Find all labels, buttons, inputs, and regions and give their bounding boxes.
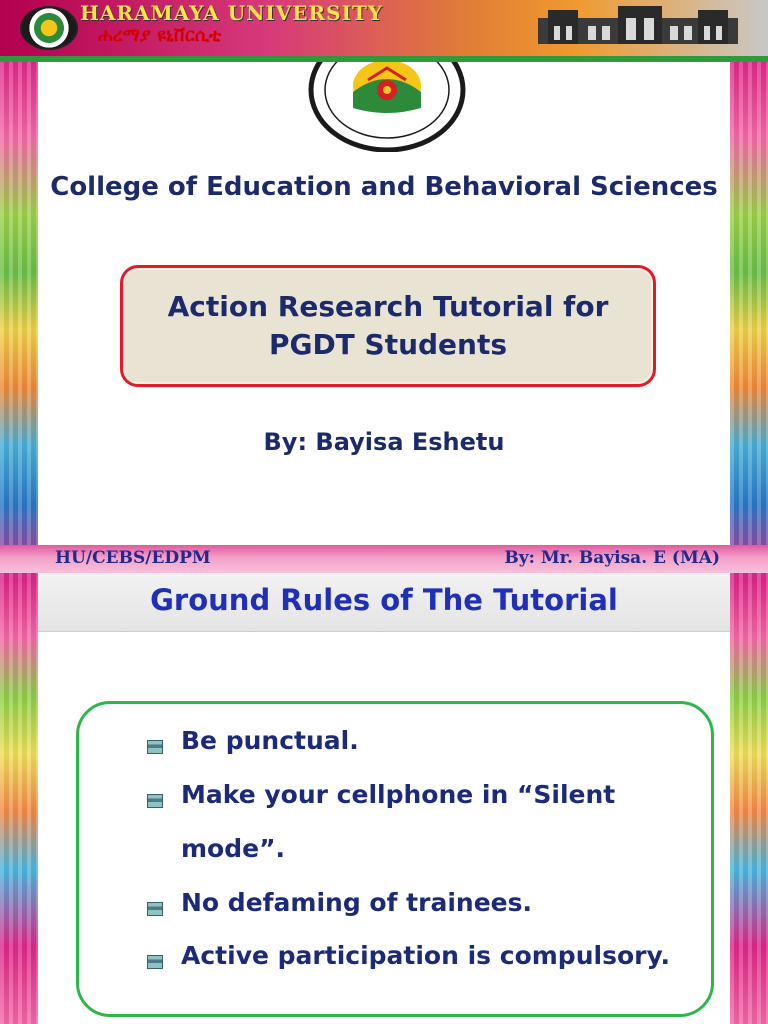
author-byline: By: Bayisa Eshetu [263,428,505,456]
university-name: HARAMAYA UNIVERSITY [80,1,384,25]
ground-rules-slide [38,573,730,1024]
footer-department: HU/CEBS/EDPM [55,548,211,568]
title-slide [38,62,730,545]
bullet-icon [147,955,163,969]
bullet-icon [147,902,163,916]
slide-footer [0,545,768,573]
bullet-icon [147,794,163,808]
rule-item: Active participation is compulsory. [181,941,670,970]
rule-item: Make your cellphone in “Silent [181,780,616,809]
rule-item-continuation: mode”. [181,834,286,863]
footer-presenter: By: Mr. Bayisa. E (MA) [504,548,720,568]
university-seal-icon [308,62,466,152]
university-banner [0,0,768,62]
presentation-title-box [120,265,656,387]
bullet-icon [147,740,163,754]
university-building-icon [528,4,748,44]
right-decorative-stripe [730,60,768,1024]
rule-item: No defaming of trainees. [181,888,532,917]
rule-item: Be punctual. [181,726,359,755]
university-logo-icon [20,6,78,50]
rules-box [76,701,714,1017]
college-name: College of Education and Behavioral Sciences [50,172,718,202]
presentation-title-line-1: Action Research Tutorial for [167,290,609,323]
presentation-title-line-2: PGDT Students [268,328,508,361]
university-name-amharic: ሐረማያ ዩኒቨርሲቲ [98,25,222,46]
left-decorative-stripe [0,60,38,1024]
slide-title: Ground Rules of The Tutorial [150,583,618,617]
